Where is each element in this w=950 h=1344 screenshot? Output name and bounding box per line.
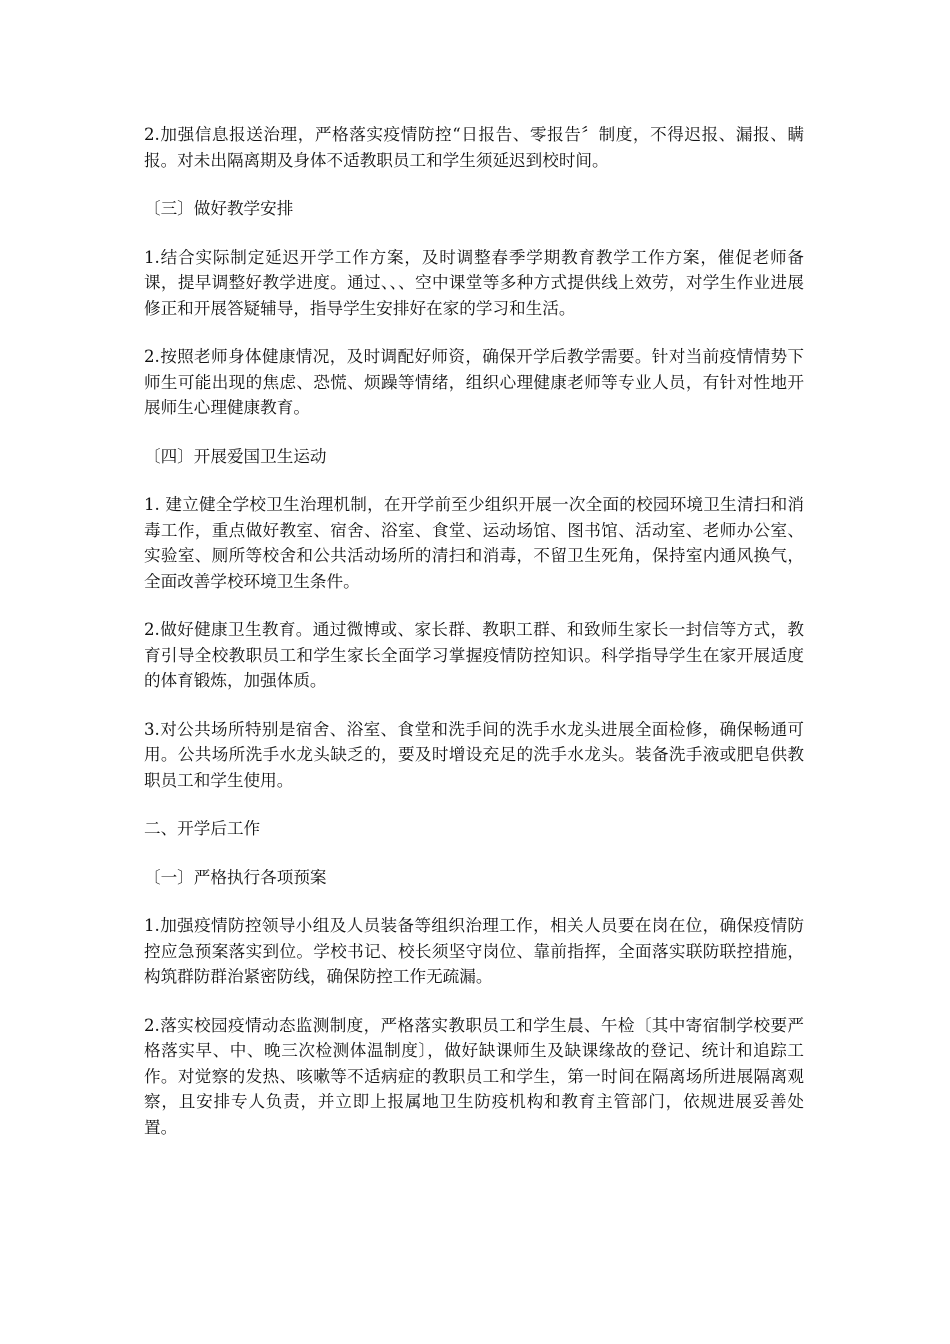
paragraph-faucet-repair: 3.对公共场所特别是宿舍、浴室、食堂和洗手间的洗手水龙头进展全面检修，确保畅通可用。公共场所洗手水龙头缺乏的，要及时增设充足的洗手水龙头。装备洗手液或肥皂供教职员工和学生使用。	[144, 719, 804, 790]
paragraph-info-reporting: 2.加强信息报送治理，严格落实疫情防控“日报告、零报告〞制度，不得迟报、漏报、瞒报。对未出隔离期及身体不适教职员工和学生须延迟到校时间。	[144, 125, 804, 170]
section-heading-teaching: 〔三〕做好教学安排	[144, 199, 294, 218]
paragraph-hygiene-mechanism: 1. 建立健全学校卫生治理机制，在开学前至少组织开展一次全面的校园环境卫生清扫和消毒工作，重点做好教室、宿舍、浴室、食堂、运动场馆、图书馆、活动室、老师办公室、实验室、厕所等校舍和公共活动场所的清扫和消毒，不留卫生死角，保持室内通风换气，全面改善学校环境卫生条件。	[144, 495, 804, 591]
paragraph-delay-plan: 1.结合实际制定延迟开学工作方案，及时调整春季学期教育教学工作方案，催促老师备课，提早调整好教学进度。通过、、、空中课堂等多种方式提供线上效劳，对学生作业进展修正和开展答疑辅导，指导学生安排好在家的学习和生活。	[144, 247, 804, 318]
section-heading-hygiene: 〔四〕开展爱国卫生运动	[144, 446, 327, 466]
paragraph-monitoring: 2.落实校园疫情动态监测制度，严格落实教职员工和学生晨、午检〔其中寄宿制学校要严格落实早、中、晚三次检测体温制度〕，做好缺课师生及缺课缘故的登记、统计和追踪工作。对觉察的发热、咳嗽等不适病症的教职员工和学生，第一时间在隔离场所进展隔离观察，且安排专人负责，并立即上报属地卫生防疫机构和教育主管部门，依规进展妥善处置。	[144, 1015, 804, 1137]
paragraph-leadership: 1.加强疫情防控领导小组及人员装备等组织治理工作，相关人员要在岗在位，确保疫情防控应急预案落实到位。学校书记、校长须坚守岗位、靠前指挥，全面落实联防联控措施，构筑群防群治紧密防线，确保防控工作无疏漏。	[144, 916, 804, 986]
section-heading-plans: 〔一〕严格执行各项预案	[144, 867, 327, 887]
paragraph-teacher-health: 2.按照老师身体健康情况，及时调配好师资，确保开学后教学需要。针对当前疫情情势下师生可能出现的焦虑、恐慌、烦躁等情绪，组织心理健康老师等专业人员，有针对性地开展师生心理健康教育。	[144, 347, 804, 417]
section-heading-after-opening: 二、开学后工作	[144, 819, 261, 838]
paragraph-health-education: 2.做好健康卫生教育。通过微博或、家长群、教职工群、和致师生家长一封信等方式，教育引导全校教职员工和学生家长全面学习掌握疫情防控知识。科学指导学生在家开展适度的体育锻炼，加强体质。	[144, 620, 804, 690]
document-page	[144, 122, 804, 1163]
